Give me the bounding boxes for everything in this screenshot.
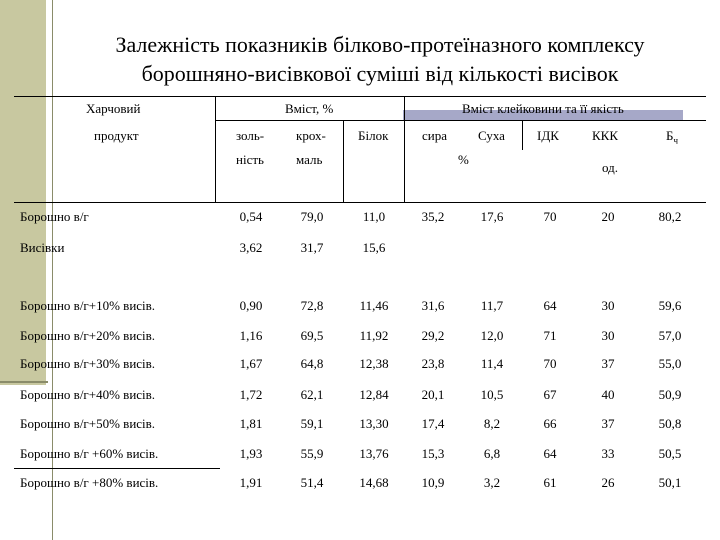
table-cell: 29,2: [421, 328, 445, 343]
header-b: $Б_ч$: [666, 128, 678, 146]
table-cell: 40: [601, 387, 615, 402]
table-cell: 50,1: [658, 475, 682, 490]
table-cell: 12,84: [359, 387, 389, 402]
table-cell: 62,1: [300, 387, 324, 402]
table-cell: 17,6: [480, 209, 504, 224]
table-cell: 80,2: [658, 209, 682, 224]
header-food-product-1: Харчовий: [86, 101, 141, 116]
table-cell: 26: [601, 475, 615, 490]
table-cell: 64: [543, 298, 557, 313]
table-cell: 79,0: [300, 209, 324, 224]
table-cell: 14,68: [359, 475, 389, 490]
table-cell: 11,7: [480, 298, 504, 313]
header-raw: сира: [422, 128, 447, 143]
table-row-label: Висівки: [20, 240, 65, 255]
header-content-group: Вміст, %: [285, 101, 334, 116]
table-cell: 71: [543, 328, 557, 343]
table-cell: 31,7: [300, 240, 324, 255]
col-divider-1: [215, 96, 216, 202]
table-cell: 50,5: [658, 446, 682, 461]
table-cell: 8,2: [483, 416, 501, 431]
table-cell: 59,1: [300, 416, 324, 431]
table-row-label: Борошно в/г: [20, 209, 89, 224]
table-cell: 0,90: [239, 298, 263, 313]
table-cell: 64,8: [300, 356, 324, 371]
table-cell: 20,1: [421, 387, 445, 402]
table-cell: 70: [543, 356, 557, 371]
table-cell: 1,91: [239, 475, 263, 490]
table-cell: 10,5: [480, 387, 504, 402]
header-gluten-group: Вміст клейковини та її якість: [462, 101, 624, 116]
table-cell: 17,4: [421, 416, 445, 431]
header-unit-percent: %: [458, 152, 469, 167]
decorative-horizontal-line: [0, 381, 48, 383]
table-header-bottom-border: [14, 202, 706, 203]
table-cell: 1,93: [239, 446, 263, 461]
header-dry: Суха: [478, 128, 505, 143]
table-cell: 1,67: [239, 356, 263, 371]
table-cell: 6,8: [483, 446, 501, 461]
title-line-2: борошняно-висівкової суміші від кількості висівок: [141, 61, 619, 86]
table-cell: 3,62: [239, 240, 263, 255]
table-cell: 50,9: [658, 387, 682, 402]
table-cell: 30: [601, 298, 615, 313]
header-food-product-2: продукт: [94, 128, 139, 143]
slide-title: [60, 30, 700, 88]
table-cell: 10,9: [421, 475, 445, 490]
table-cell: 61: [543, 475, 557, 490]
table-row-label: Борошно в/г+10% висів.: [20, 298, 156, 313]
table-cell: 69,5: [300, 328, 324, 343]
table-row-label: Борошно в/г+50% висів.: [20, 416, 156, 431]
table-row-label: Борошно в/г+40% висів.: [20, 387, 156, 402]
table-cell: 11,4: [480, 356, 504, 371]
header-unit-od: од.: [602, 160, 618, 175]
col-divider-3: [343, 120, 344, 202]
table-cell: 13,76: [359, 446, 389, 461]
table-cell: 64: [543, 446, 557, 461]
table-cell: 55,9: [300, 446, 324, 461]
table-cell: 1,16: [239, 328, 263, 343]
table-cell: 37: [601, 416, 615, 431]
table-row-label: Борошно в/г+30% висів.: [20, 356, 156, 371]
table-row-label: Борошно в/г+20% висів.: [20, 328, 156, 343]
table-cell: 15,6: [362, 240, 386, 255]
table-cell: 13,30: [359, 416, 389, 431]
table-row-label: Борошно в/г +60% висів.: [20, 446, 159, 461]
table-cell: 23,8: [421, 356, 445, 371]
table-cell: 1,81: [239, 416, 263, 431]
table-cell: 37: [601, 356, 615, 371]
table-cell: 66: [543, 416, 557, 431]
title-line-1: Залежність показників білково-протеїназного комплексу: [115, 32, 645, 57]
table-cell: 72,8: [300, 298, 324, 313]
table-cell: 70: [543, 209, 557, 224]
table-cell: 67: [543, 387, 557, 402]
table-cell: 35,2: [421, 209, 445, 224]
table-cell: 30: [601, 328, 615, 343]
table-top-border: [14, 96, 706, 97]
header-idk: ІДК: [537, 128, 559, 143]
table-cell: 12,38: [359, 356, 389, 371]
table-cell: 55,0: [658, 356, 682, 371]
table-cell: 12,0: [480, 328, 504, 343]
header-ash-1: золь-: [236, 128, 265, 143]
table-cell: 33: [601, 446, 615, 461]
table-cell: 0,54: [239, 209, 263, 224]
table-cell: 11,46: [359, 298, 389, 313]
header-protein: Білок: [358, 128, 389, 143]
table-cell: 11,92: [359, 328, 389, 343]
header-starch-2: маль: [296, 152, 323, 167]
table-cell: 59,6: [658, 298, 682, 313]
col-divider-2: [404, 96, 405, 202]
table-cell: 51,4: [300, 475, 324, 490]
header-starch-1: крох-: [296, 128, 326, 143]
table-cell: 15,3: [421, 446, 445, 461]
table-cell: 3,2: [483, 475, 501, 490]
table-cell: 20: [601, 209, 615, 224]
table-group-divider: [215, 120, 706, 121]
table-cell: 57,0: [658, 328, 682, 343]
table-cell: 11,0: [362, 209, 386, 224]
table-cell: 31,6: [421, 298, 445, 313]
table-cell: 1,72: [239, 387, 263, 402]
table-row-label: Борошно в/г +80% висів.: [20, 475, 159, 490]
row-divider-bottom: [14, 468, 220, 469]
col-divider-4: [522, 120, 523, 150]
header-ash-2: ність: [236, 152, 264, 167]
header-kkk: ККК: [592, 128, 619, 143]
table-cell: 50,8: [658, 416, 682, 431]
